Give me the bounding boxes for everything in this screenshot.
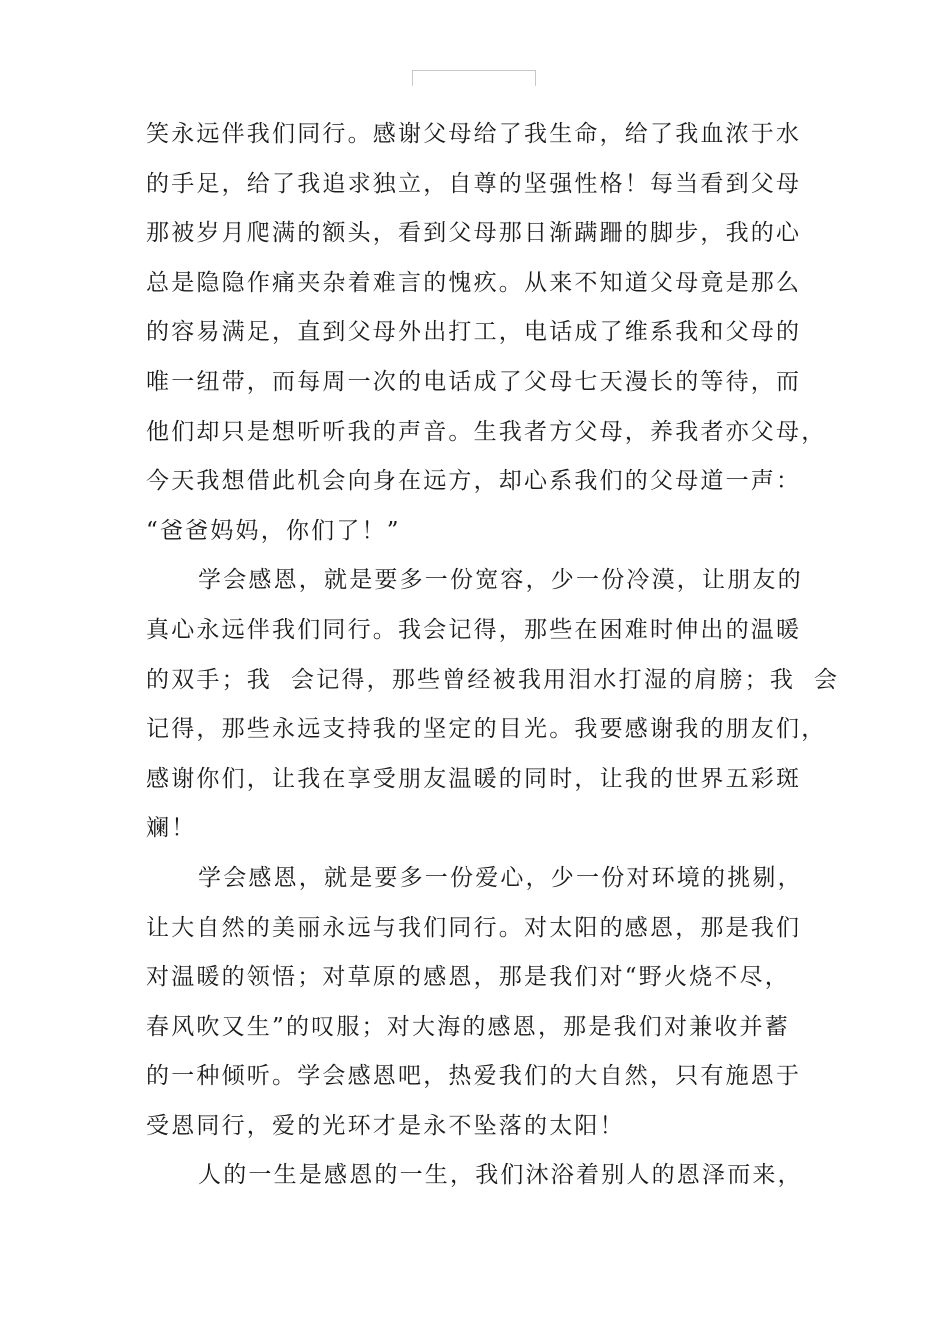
text-line: 真心永远伴我们同行。我会记得，那些在困难时伸出的温暖 [146, 616, 802, 643]
text-line: 笑永远伴我们同行。感谢父母给了我生命，给了我血浓于水 [146, 121, 802, 147]
paragraph-start-line: 学会感恩，就是要多一份宽容，少一份冷漠，让朋友的 [198, 567, 803, 594]
text-line: 的容易满足，直到父母外出打工，电话成了维系我和父母的 [146, 319, 802, 346]
text-line: “爸爸妈妈，你们了！” [146, 517, 401, 544]
text-line: 唯一纽带，而每周一次的电话成了父母七天漫长的等待，而 [146, 368, 802, 395]
text-line: 那被岁月爬满的额头，看到父母那日渐蹒跚的脚步，我的心 [146, 220, 802, 247]
text-line: 春风吹又生”的叹服；对大海的感恩，那是我们对兼收并蓄 [146, 1013, 790, 1040]
text-line: 感谢你们，让我在享受朋友温暖的同时，让我的世界五彩斑 [146, 765, 802, 792]
paragraph-start-line: 人的一生是感恩的一生，我们沐浴着别人的恩泽而来， [198, 1162, 803, 1189]
text-line: 总是隐隐作痛夹杂着难言的愧疚。从来不知道父母竟是那么 [146, 269, 802, 296]
text-line: 让大自然的美丽永远与我们同行。对太阳的感恩，那是我们 [146, 914, 802, 941]
text-line: 斓！ [146, 815, 197, 842]
text-line: 的双手；我 会记得，那些曾经被我用泪水打湿的肩膀；我 会 [146, 666, 840, 693]
page-header-rule [412, 70, 536, 86]
text-line: 记得，那些永远支持我的坚定的目光。我要感谢我的朋友们， [146, 716, 827, 743]
text-line: 对温暖的领悟；对草原的感恩，那是我们对“野火烧不尽， [146, 964, 790, 991]
text-line: 他们却只是想听听我的声音。生我者方父母，养我者亦父母， [146, 418, 827, 445]
body-text [146, 110, 840, 1201]
text-line: 受恩同行，爱的光环才是永不坠落的太阳！ [146, 1112, 625, 1139]
paragraph-start-line: 学会感恩，就是要多一份爱心，少一份对环境的挑剔， [198, 864, 803, 891]
text-line: 的手足，给了我追求独立，自尊的坚强性格！每当看到父母 [146, 170, 802, 197]
text-line: 今天我想借此机会向身在远方，却心系我们的父母道一声： [146, 468, 802, 495]
text-line: 的一种倾听。学会感恩吧，热爱我们的大自然，只有施恩于 [146, 1063, 802, 1090]
